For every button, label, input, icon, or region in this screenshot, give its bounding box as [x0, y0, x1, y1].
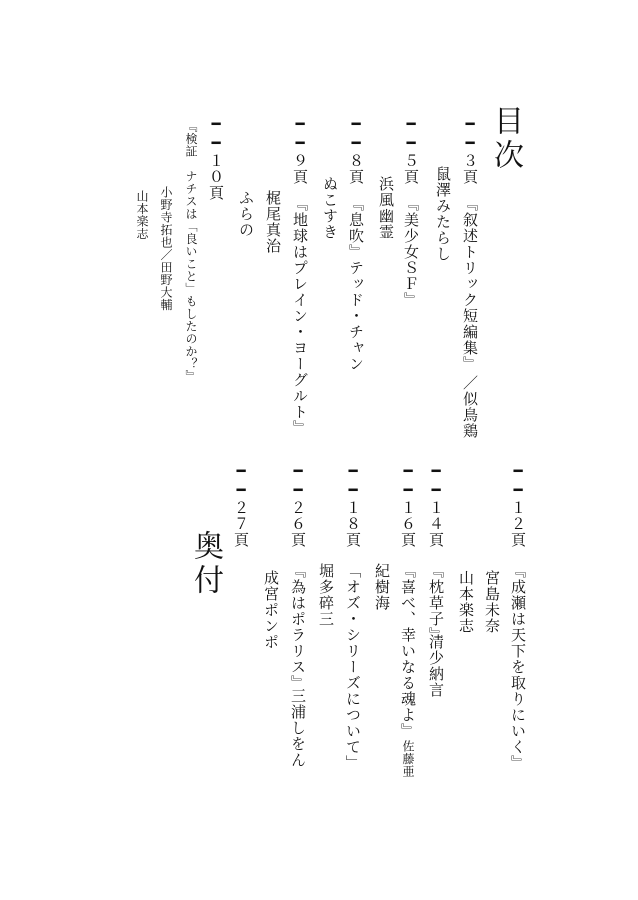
toc-entry-reviewer: 山本楽志: [135, 190, 149, 240]
toc-entry-page: ━━１８頁: [344, 462, 362, 548]
toc-entry-author: テッド・チャン: [347, 260, 365, 372]
toc-entry-title: 『喜べ、幸いなる魂よ』: [399, 563, 417, 739]
toc-heading: 目次: [488, 105, 523, 173]
toc-entry-title: 『美少女ＳＦ』: [402, 196, 420, 308]
toc-entry-author: 三浦しをん: [289, 688, 307, 768]
toc-entry-page: ━━５頁: [402, 115, 420, 185]
toc-entry-reviewer: 鼠澤みたらし: [434, 166, 452, 262]
toc-entry-title: 『為はポラリス』: [289, 563, 307, 691]
toc-entry-reviewer: 浜風幽霊: [377, 176, 395, 240]
toc-entry-page: ━━２６頁: [289, 462, 307, 548]
toc-entry-author: 佐藤亜: [401, 740, 415, 778]
toc-entry-title: 『枕草子』: [427, 563, 445, 643]
toc-entry-page: ━━２７頁: [232, 462, 250, 548]
toc-entry-page: ━━１６頁: [399, 462, 417, 548]
toc-entry-page: ━━９頁: [291, 115, 309, 185]
toc-entry-author: ／似鳥鶏: [461, 375, 479, 439]
toc-entry-author: 梶尾真治: [264, 190, 282, 254]
toc-entry-title: 『成瀬は天下を取りにいく』: [509, 563, 527, 771]
toc-entry-author: 宮島未奈: [483, 570, 501, 634]
toc-entry-author: 清少納言: [427, 634, 445, 698]
toc-entry-page: ━━１０頁: [207, 115, 225, 201]
toc-entry-page: ━━３頁: [461, 115, 479, 185]
toc-entry-reviewer: 成宮ポンポ: [262, 570, 280, 650]
toc-entry-title: 『叙述トリック短編集』: [461, 196, 479, 372]
toc-entry-page: ━━１２頁: [509, 462, 527, 548]
toc-entry-reviewer: ぬこすき: [321, 176, 339, 240]
toc-entry-reviewer: 堀多碎三: [317, 563, 335, 627]
toc-entry-reviewer: 山本楽志: [457, 570, 475, 634]
toc-entry-title: 『検証 ナチスは「良いこと」もしたのか？』: [184, 120, 198, 383]
toc-entry-reviewer: 紀樹海: [373, 563, 391, 611]
toc-entry-title: 「オズ・シリーズについて」: [344, 563, 362, 771]
toc-entry-page: ━━１４頁: [427, 462, 445, 548]
toc-entry-reviewer: ふらの: [237, 190, 255, 238]
toc-entry-page: ━━８頁: [347, 115, 365, 185]
toc-entry-author: 小野寺拓也／田野大輔: [159, 186, 173, 311]
toc-entry-title: 『地球はプレイン・ヨーグルト』: [291, 196, 309, 436]
colophon-heading: 奥付: [188, 530, 223, 598]
toc-entry-title: 『息吹』: [347, 196, 365, 260]
